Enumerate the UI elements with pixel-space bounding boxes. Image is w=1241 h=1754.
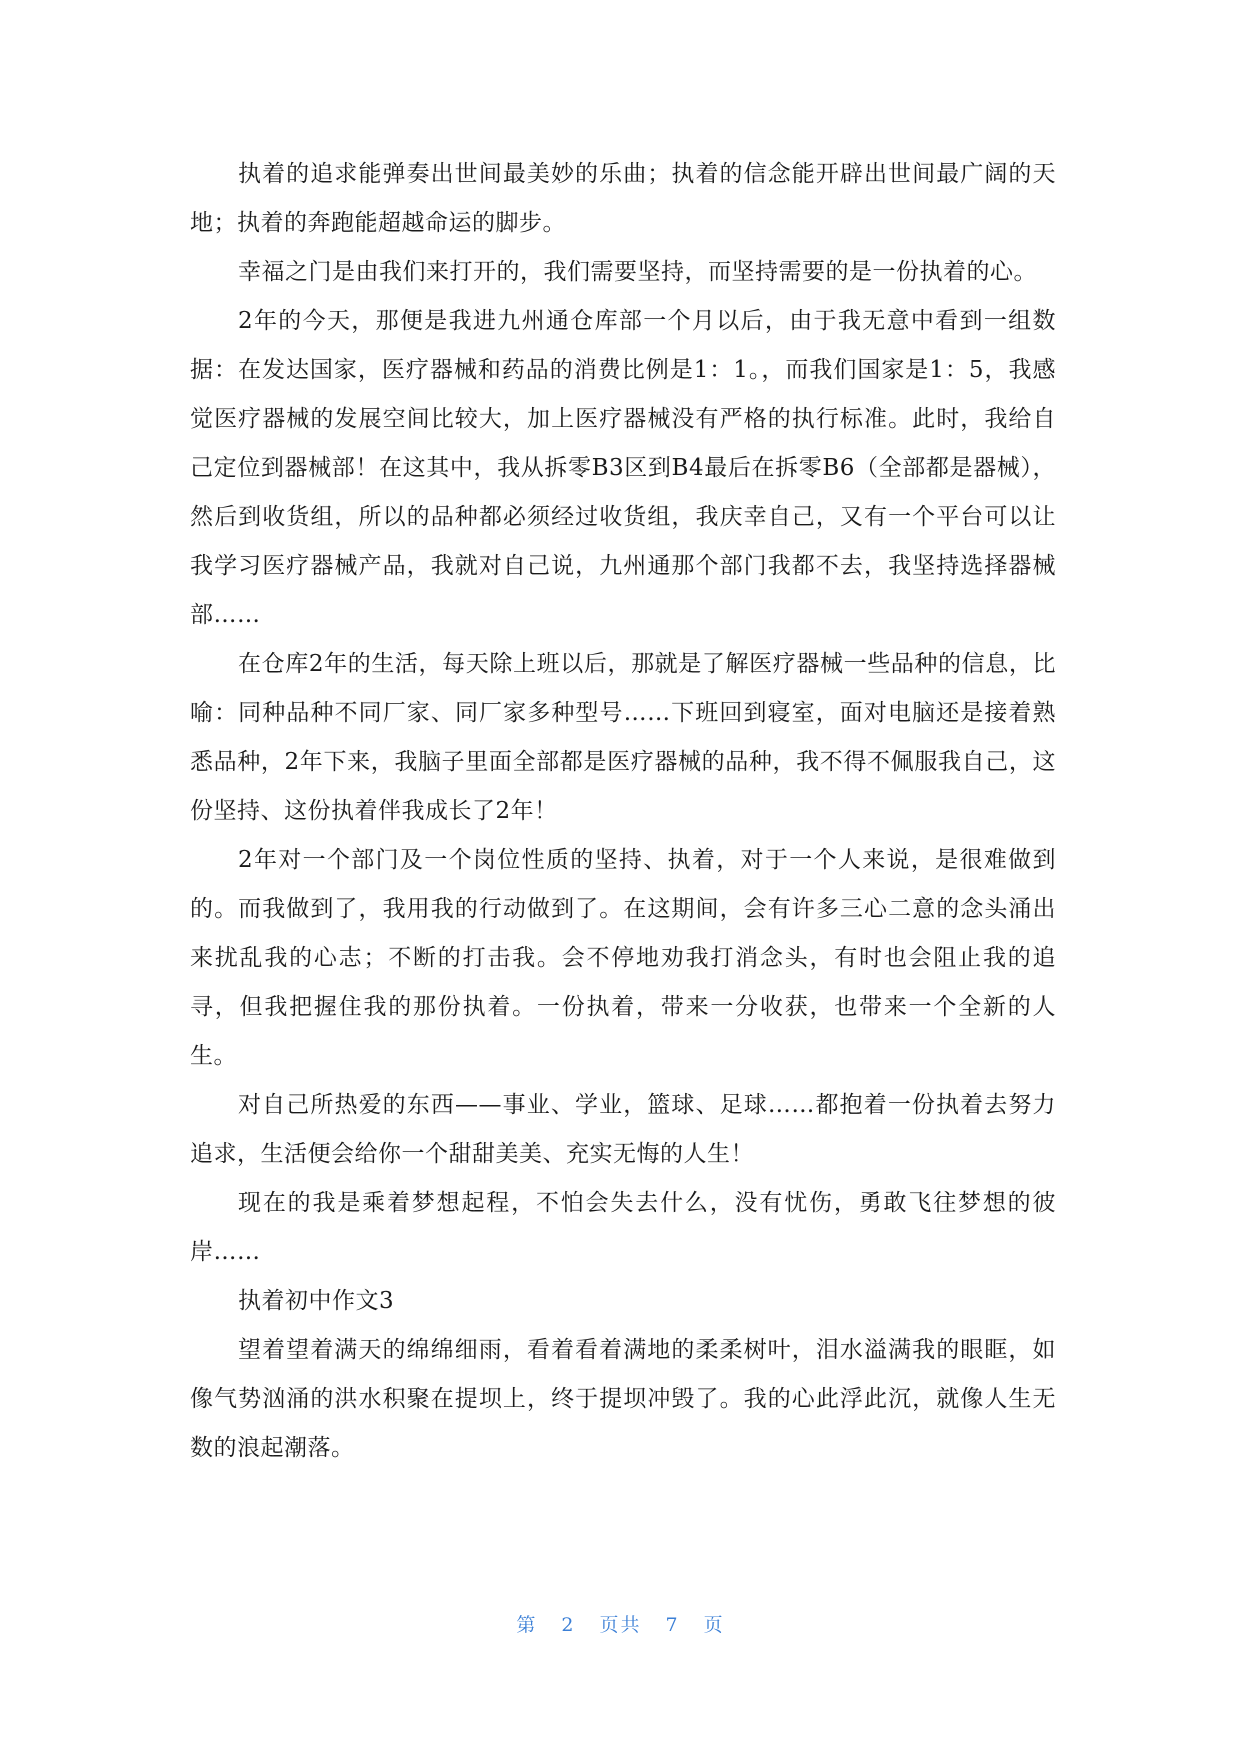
paragraph: 执着的追求能弹奏出世间最美妙的乐曲；执着的信念能开辟出世间最广阔的天地；执着的奔跑能超越命运的脚步。 [190, 161, 1056, 236]
document-body [190, 150, 1056, 1473]
paragraph: 2年的今天，那便是我进九州通仓库部一个月以后，由于我无意中看到一组数据：在发达国家，医疗器械和药品的消费比例是1：1。，而我们国家是1：5，我感觉医疗器械的发展空间比较大，加上医疗器械没有严格的执行标准。此时，我给自己定位到器械部！在这其中，我从拆零B3区到B4最后在拆零B6（全部都是器械），然后到收货组，所以的品种都必须经过收货组，我庆幸自己，又有一个平台可以让我学习医疗器械产品，我就对自己说，九州通那个部门我都不去，我坚持选择器械部…… [190, 308, 1056, 628]
page-number-footer: 第 2 页共 7 页 [516, 1614, 725, 1636]
paragraph: 幸福之门是由我们来打开的，我们需要坚持，而坚持需要的是一份执着的心。 [238, 259, 1037, 285]
paragraph: 2年对一个部门及一个岗位性质的坚持、执着，对于一个人来说，是很难做到的。而我做到了，我用我的行动做到了。在这期间，会有许多三心二意的念头涌出来扰乱我的心志；不断的打击我。会不停地劝我打消念头，有时也会阻止我的追寻，但我把握住我的那份执着。一份执着，带来一分收获，也带来一个全新的人生。 [190, 847, 1056, 1069]
paragraph: 现在的我是乘着梦想起程，不怕会失去什么，没有忧伤，勇敢飞往梦想的彼岸…… [190, 1190, 1056, 1265]
paragraph: 在仓库2年的生活，每天除上班以后，那就是了解医疗器械一些品种的信息，比喻：同种品种不同厂家、同厂家多种型号……下班回到寝室，面对电脑还是接着熟悉品种，2年下来，我脑子里面全部都是医疗器械的品种，我不得不佩服我自己，这份坚持、这份执着伴我成长了2年！ [190, 651, 1056, 824]
paragraph: 对自己所热爱的东西——事业、学业，篮球、足球……都抱着一份执着去努力追求，生活便会给你一个甜甜美美、充实无悔的人生！ [190, 1092, 1056, 1167]
section-heading: 执着初中作文3 [238, 1288, 395, 1314]
paragraph: 望着望着满天的绵绵细雨，看着看着满地的柔柔树叶，泪水溢满我的眼眶，如像气势汹涌的洪水积聚在提坝上，终于提坝冲毁了。我的心此浮此沉，就像人生无数的浪起潮落。 [190, 1337, 1056, 1461]
